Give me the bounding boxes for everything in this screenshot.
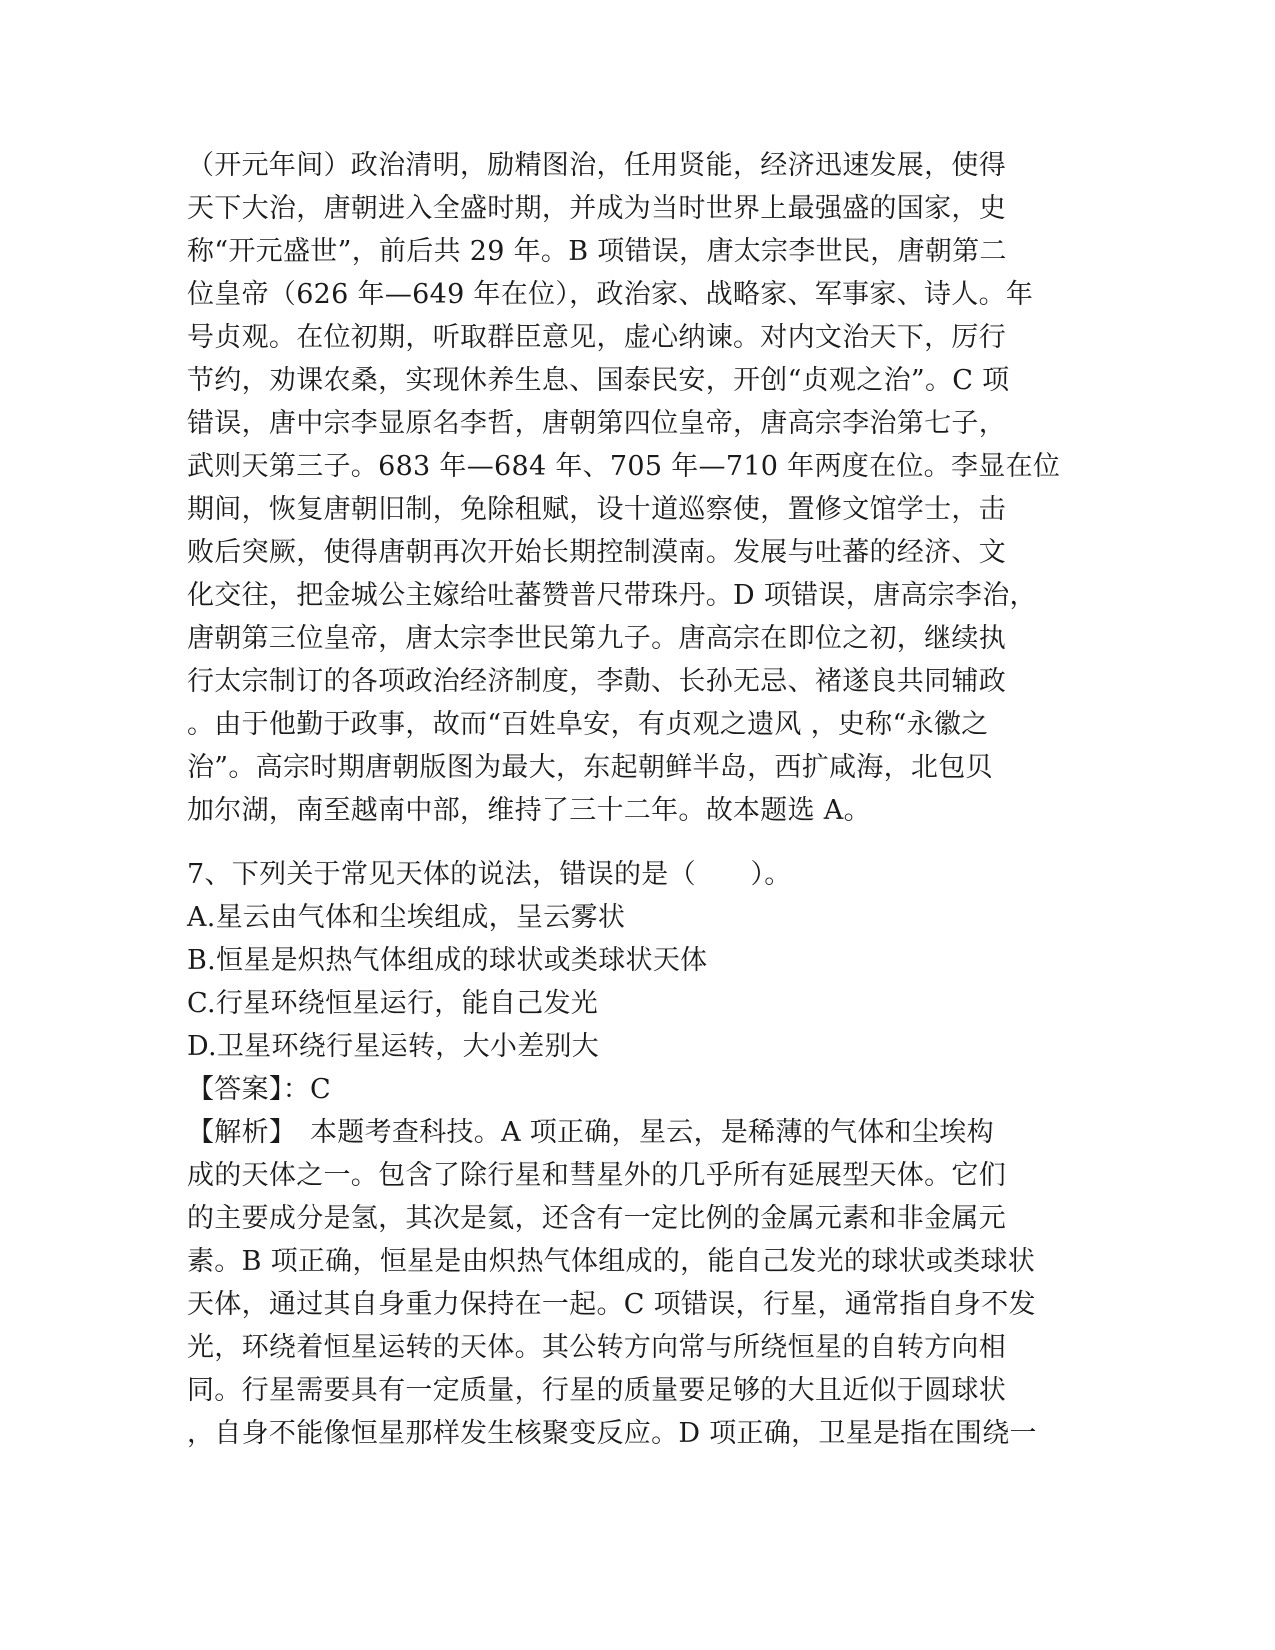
text-line: 行太宗制订的各项政治经济制度，李勣、长孙无忌、褚遂良共同辅政 <box>187 666 1006 697</box>
analysis <box>187 1111 1087 1455</box>
analysis-line: 天体，通过其自身重力保持在一起。C 项错误，行星，通常指自身不发 <box>187 1289 1036 1320</box>
text-line: 武则天第三子。683 年—684 年、705 年—710 年两度在位。李显在位 <box>187 451 1061 482</box>
text-line: 称“开元盛世”，前后共 29 年。B 项错误，唐太宗李世民，唐朝第二 <box>187 236 1007 267</box>
text-line: 错误，唐中宗李显原名李哲，唐朝第四位皇帝，唐高宗李治第七子， <box>187 408 1006 439</box>
analysis-line: 【解析】 本题考查科技。A 项正确，星云，是稀薄的气体和尘埃构 <box>187 1117 994 1148</box>
text-line: 化交往，把金城公主嫁给吐蕃赞普尺带珠丹。D 项错误，唐高宗李治， <box>187 580 1037 611</box>
text-line: 号贞观。在位初期，听取群臣意见，虚心纳谏。对内文治天下，厉行 <box>187 322 1006 353</box>
question-block <box>187 853 1087 1455</box>
analysis-line: 成的天体之一。包含了除行星和彗星外的几乎所有延展型天体。它们 <box>187 1160 1006 1191</box>
previous-explanation <box>187 144 1087 832</box>
analysis-line: 光，环绕着恒星运转的天体。其公转方向常与所绕恒星的自转方向相 <box>187 1332 1006 1363</box>
text-line: 。由于他勤于政事，故而“百姓阜安，有贞观之遗风 ，史称“永徽之 <box>187 709 989 740</box>
text-line: 期间，恢复唐朝旧制，免除租赋，设十道巡察使，置修文馆学士，击 <box>187 494 1006 525</box>
text-line: 节约，劝课农桑，实现休养生息、国泰民安，开创“贞观之治”。C 项 <box>187 365 1010 396</box>
text-line: （开元年间）政治清明，励精图治，任用贤能，经济迅速发展，使得 <box>187 150 1006 181</box>
analysis-line: 的主要成分是氢，其次是氦，还含有一定比例的金属元素和非金属元 <box>187 1203 1006 1234</box>
text-line: 位皇帝（626 年—649 年在位），政治家、战略家、军事家、诗人。年 <box>187 279 1034 310</box>
text-line: 败后突厥，使得唐朝再次开始长期控制漠南。发展与吐蕃的经济、文 <box>187 537 1006 568</box>
answer-line: 【答案】：C <box>187 1074 331 1105</box>
text-line: 治”。高宗时期唐朝版图为最大，东起朝鲜半岛，西扩咸海，北包贝 <box>187 752 993 783</box>
analysis-line: 素。B 项正确，恒星是由炽热气体组成的，能自己发光的球状或类球状 <box>187 1246 1036 1277</box>
page-content <box>187 144 1087 1455</box>
option-a: A.星云由气体和尘埃组成，呈云雾状 <box>187 902 626 933</box>
option-d: D.卫星环绕行星运转，大小差别大 <box>187 1031 600 1062</box>
text-line: 天下大治，唐朝进入全盛时期，并成为当时世界上最强盛的国家，史 <box>187 193 1006 224</box>
option-c: C.行星环绕恒星运行，能自己发光 <box>187 988 599 1019</box>
text-line: 唐朝第三位皇帝，唐太宗李世民第九子。唐高宗在即位之初，继续执 <box>187 623 1006 654</box>
option-b: B.恒星是炽热气体组成的球状或类球状天体 <box>187 945 708 976</box>
text-line: 加尔湖，南至越南中部，维持了三十二年。故本题选 A。 <box>187 795 871 826</box>
analysis-line: 同。行星需要具有一定质量，行星的质量要足够的大且近似于圆球状 <box>187 1375 1006 1406</box>
analysis-line: ，自身不能像恒星那样发生核聚变反应。D 项正确，卫星是指在围绕一 <box>187 1418 1037 1449</box>
paragraph-gap <box>187 832 1087 853</box>
question-stem: 7、下列关于常见天体的说法，错误的是（ ）。 <box>187 859 792 890</box>
